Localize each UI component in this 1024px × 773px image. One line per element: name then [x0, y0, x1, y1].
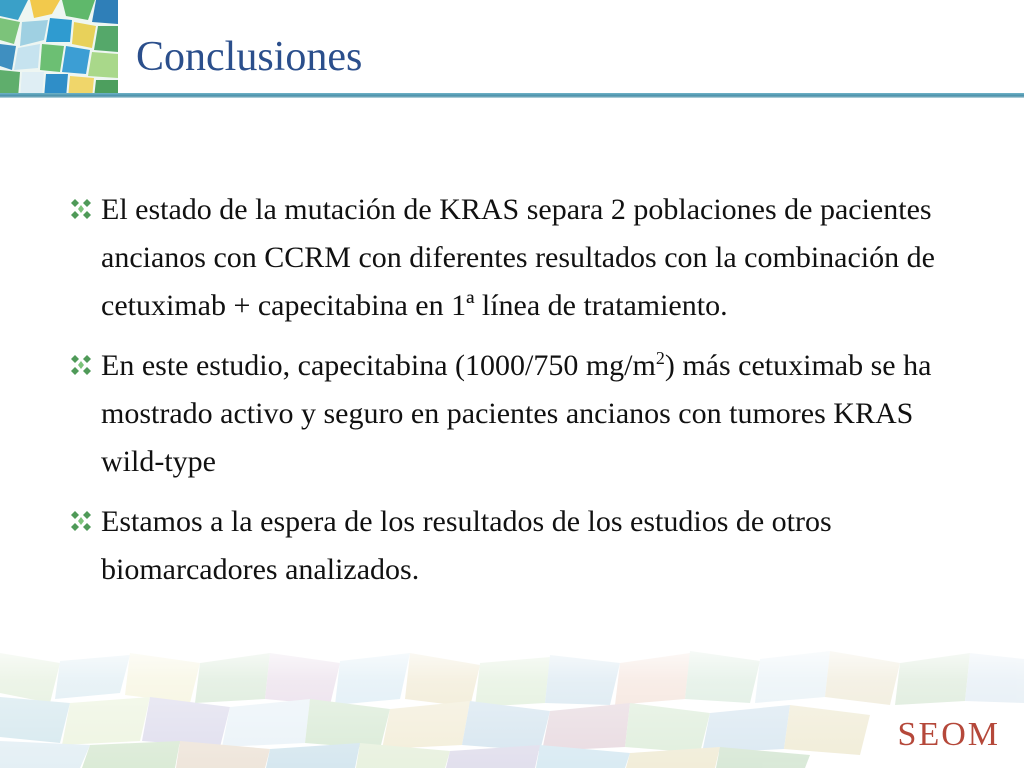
header-mosaic-image [0, 0, 118, 98]
footer-mosaic-image [0, 633, 1024, 768]
bullet-text-part: ) más cetuximab se ha mostrado activo y seguro en pacientes ancianos con tumores KRAS wild-type [101, 349, 932, 478]
four-diamond-bullet-icon [68, 510, 94, 534]
bullet-text-part: En este estudio, capecitabina (1000/750 mg/m [101, 349, 656, 382]
bullet-item [66, 498, 966, 594]
bullet-text: Estamos a la espera de los resultados de los estudios de otros biomarcadores analizados. [101, 505, 832, 586]
bullet-list [66, 186, 966, 606]
superscript: 2 [655, 348, 665, 368]
seom-logo-text: SEOM [897, 716, 1000, 753]
header-divider [0, 93, 1024, 98]
four-diamond-bullet-icon [68, 354, 94, 378]
four-diamond-bullet-icon [68, 198, 94, 222]
bullet-text: El estado de la mutación de KRAS separa 2 poblaciones de pacientes ancianos con CCRM con diferentes resultados con la combinación de cetuximab + capecitabina en 1ª línea de tratamiento. [101, 193, 935, 322]
bullet-item [66, 186, 966, 330]
bullet-item [66, 342, 966, 486]
slide-title: Conclusiones [136, 34, 363, 80]
